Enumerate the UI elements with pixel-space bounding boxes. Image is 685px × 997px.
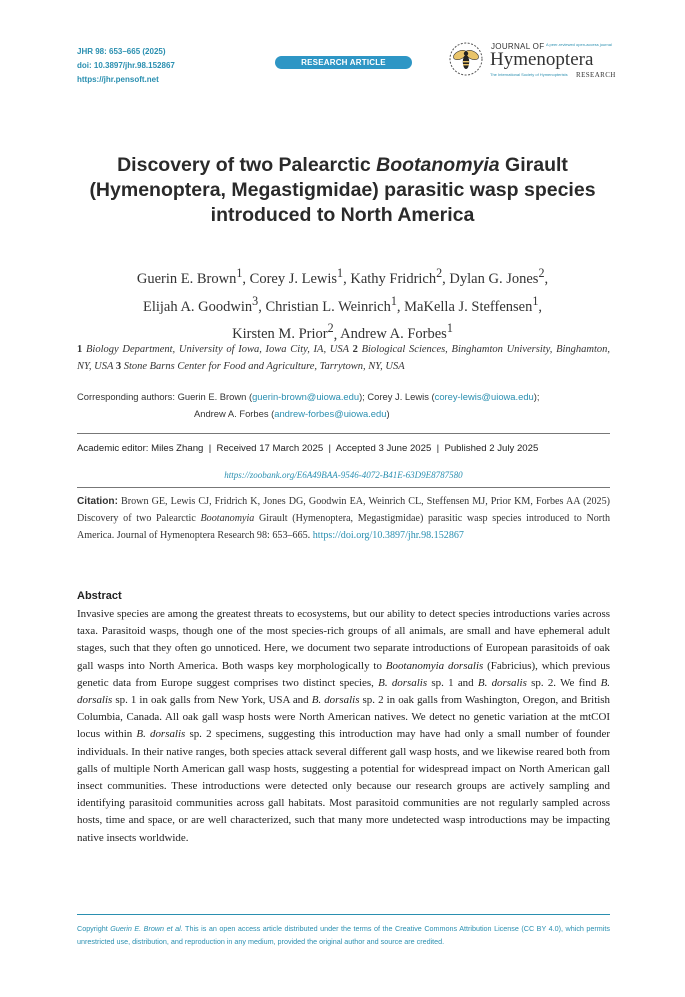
copyright-notice: Copyright Guerin E. Brown et al. This is an open access article distributed under the terms of the Creative Commons Attribution License (CC BY 4.0), which permits unrestricted use, distribution, and reproduction in any medium, provided the original author and source are credited. <box>77 924 610 946</box>
author[interactable]: MaKella J. Steffensen$^1$ <box>404 293 539 315</box>
logo-tagline: A peer-reviewed open-access journal <box>546 42 612 47</box>
citation: Citation: Brown GE, Lewis CJ, Fridrich K, Jones DG, Goodwin EA, Weinrich CL, Steffensen MJ, Prior KM, Forbes AA (2025) Discovery of two Palearctic Bootanomyia Girault (Hymenoptera, Megastigmidae) parasitic wasp species introduced to North America. Journal of Hymenoptera Research 98: 653–665. https://doi.org/10.3897/jhr.98.152867 <box>77 496 610 541</box>
author[interactable]: Elijah A. Goodwin$^3$ <box>142 293 259 315</box>
divider <box>77 433 610 434</box>
logo-journal-of: JOURNAL OF <box>491 42 545 51</box>
editorial-dates: Academic editor: Miles Zhang | Received 17 March 2025 | Accepted 3 June 2025 | Published 2 July 2025 <box>77 443 539 454</box>
affiliation: Biological Sciences, Binghamton University, Binghamton, NY, USA <box>77 344 611 372</box>
article-meta <box>77 45 175 87</box>
zoobank-link[interactable]: https://zoobank.org/E6A49BAA-9546-4072-B41E-63D9E8787580 <box>224 470 463 480</box>
affiliations <box>77 341 610 375</box>
citation-label: Citation: <box>77 496 118 507</box>
author[interactable]: Kirsten M. Prior$^2$ <box>232 321 334 343</box>
author[interactable]: Andrew A. Forbes$^1$ <box>340 321 453 343</box>
corresponding-authors <box>77 388 610 422</box>
abstract-heading: Abstract <box>77 590 122 602</box>
author[interactable]: Kathy Fridrich$^2$ <box>350 266 443 287</box>
email-link[interactable]: andrew-forbes@uiowa.edu <box>274 408 387 419</box>
affiliation-number: 3 <box>115 361 122 372</box>
author-list: Guerin E. Brown$^1$, Corey J. Lewis$^1$, Kathy Fridrich$^2$, Dylan G. Jones$^2$, Elijah A. Goodwin$^3$, Christian L. Weinrich$^1$, MaKella J. Steffensen$^1$, Kirsten M. Prior$^2$, Andrew A. Forbes$^1$ <box>136 266 549 343</box>
abstract-text: Invasive species are among the greatest threats to ecosystems, but our ability to detect species introductions varies across taxa. Parasitoid wasps, though one of the most species-rich groups of all animals, are small and have ephemeral adult stages, such that they often go unnoticed. Here, we document two separate introductions of European parasitoids of oak gall wasps into North America. Both wasps key morphologically to Bootanomyia dorsalis (Fabricius), which previous genetic data from Europe suggest comprises two distinct species, B. dorsalis sp. 1 and B. dorsalis sp. 2. We find B. dorsalis sp. 1 in oak galls from New York, USA and B. dorsalis sp. 2 in oak galls from Washington, Oregon, and British Columbia, Canada. All oak gall wasp hosts were North American natives. We detect no genetic variation at the mtCOI locus within B. dorsalis sp. 2 specimens, suggesting this introduction may have had only a small number of founder individuals. In their native ranges, both species attack several different gall wasp hosts, and we likewise reared both from galls of multiple North American gall wasp hosts, suggesting a potential for widespread impact on North American gall insect communities. These introductions were detected only because our research groups are actively sampling and identifying parasitoid communities across gall habitats. Most parasitoid communities are not regularly sampled across hosts, time and space, or are well characterized, such that many more undetected wasp introductions may be impacting native insects worldwide. <box>77 608 611 844</box>
title-part: Girault (Hymenoptera, Megastigmidae) parasitic wasp species introduced to North America <box>89 154 596 226</box>
article-type-badge: RESEARCH ARTICLE <box>275 56 412 69</box>
logo-society: The International Society of Hymenopterists <box>490 72 568 77</box>
journal-url-link[interactable]: https://jhr.pensoft.net <box>77 75 159 84</box>
wasp-logo-icon <box>448 41 484 77</box>
email-link[interactable]: guerin-brown@uiowa.edu <box>252 391 360 402</box>
journal-ref: JHR 98: 653–665 (2025) <box>77 47 166 56</box>
doi-link[interactable]: doi: 10.3897/jhr.98.152867 <box>77 61 175 70</box>
divider <box>77 487 610 488</box>
title-genus: Bootanomyia <box>376 154 500 176</box>
logo-journal-name: Hymenoptera <box>490 49 594 70</box>
affiliation-number: 2 <box>352 344 358 355</box>
citation-doi-link[interactable]: https://doi.org/10.3897/jhr.98.152867 <box>312 530 464 541</box>
journal-logo[interactable] <box>448 41 616 85</box>
logo-research: RESEARCH <box>576 71 616 79</box>
article-title <box>80 153 605 228</box>
affiliation: Biology Department, University of Iowa, Iowa City, IA, USA <box>85 344 349 355</box>
title-part: Discovery of two Palearctic <box>117 154 377 176</box>
email-link[interactable]: corey-lewis@uiowa.edu <box>434 391 534 402</box>
affiliation: Stone Barns Center for Food and Agriculture, Tarrytown, NY, USA <box>123 361 405 372</box>
footer-divider <box>77 914 610 915</box>
affiliation-number: 1 <box>77 344 83 355</box>
author[interactable]: Corey J. Lewis$^1$ <box>249 266 344 287</box>
author[interactable]: Christian L. Weinrich$^1$ <box>265 293 397 315</box>
corresponding-line-1: Corresponding authors: Guerin E. Brown (guerin-brown@uiowa.edu); Corey J. Lewis (corey-lewis@uiowa.edu); <box>77 391 540 402</box>
author[interactable]: Dylan G. Jones$^2$ <box>449 266 545 287</box>
author[interactable]: Guerin E. Brown$^1$ <box>136 266 243 287</box>
corresponding-line-2: Andrew A. Forbes (andrew-forbes@uiowa.edu) <box>194 408 390 419</box>
